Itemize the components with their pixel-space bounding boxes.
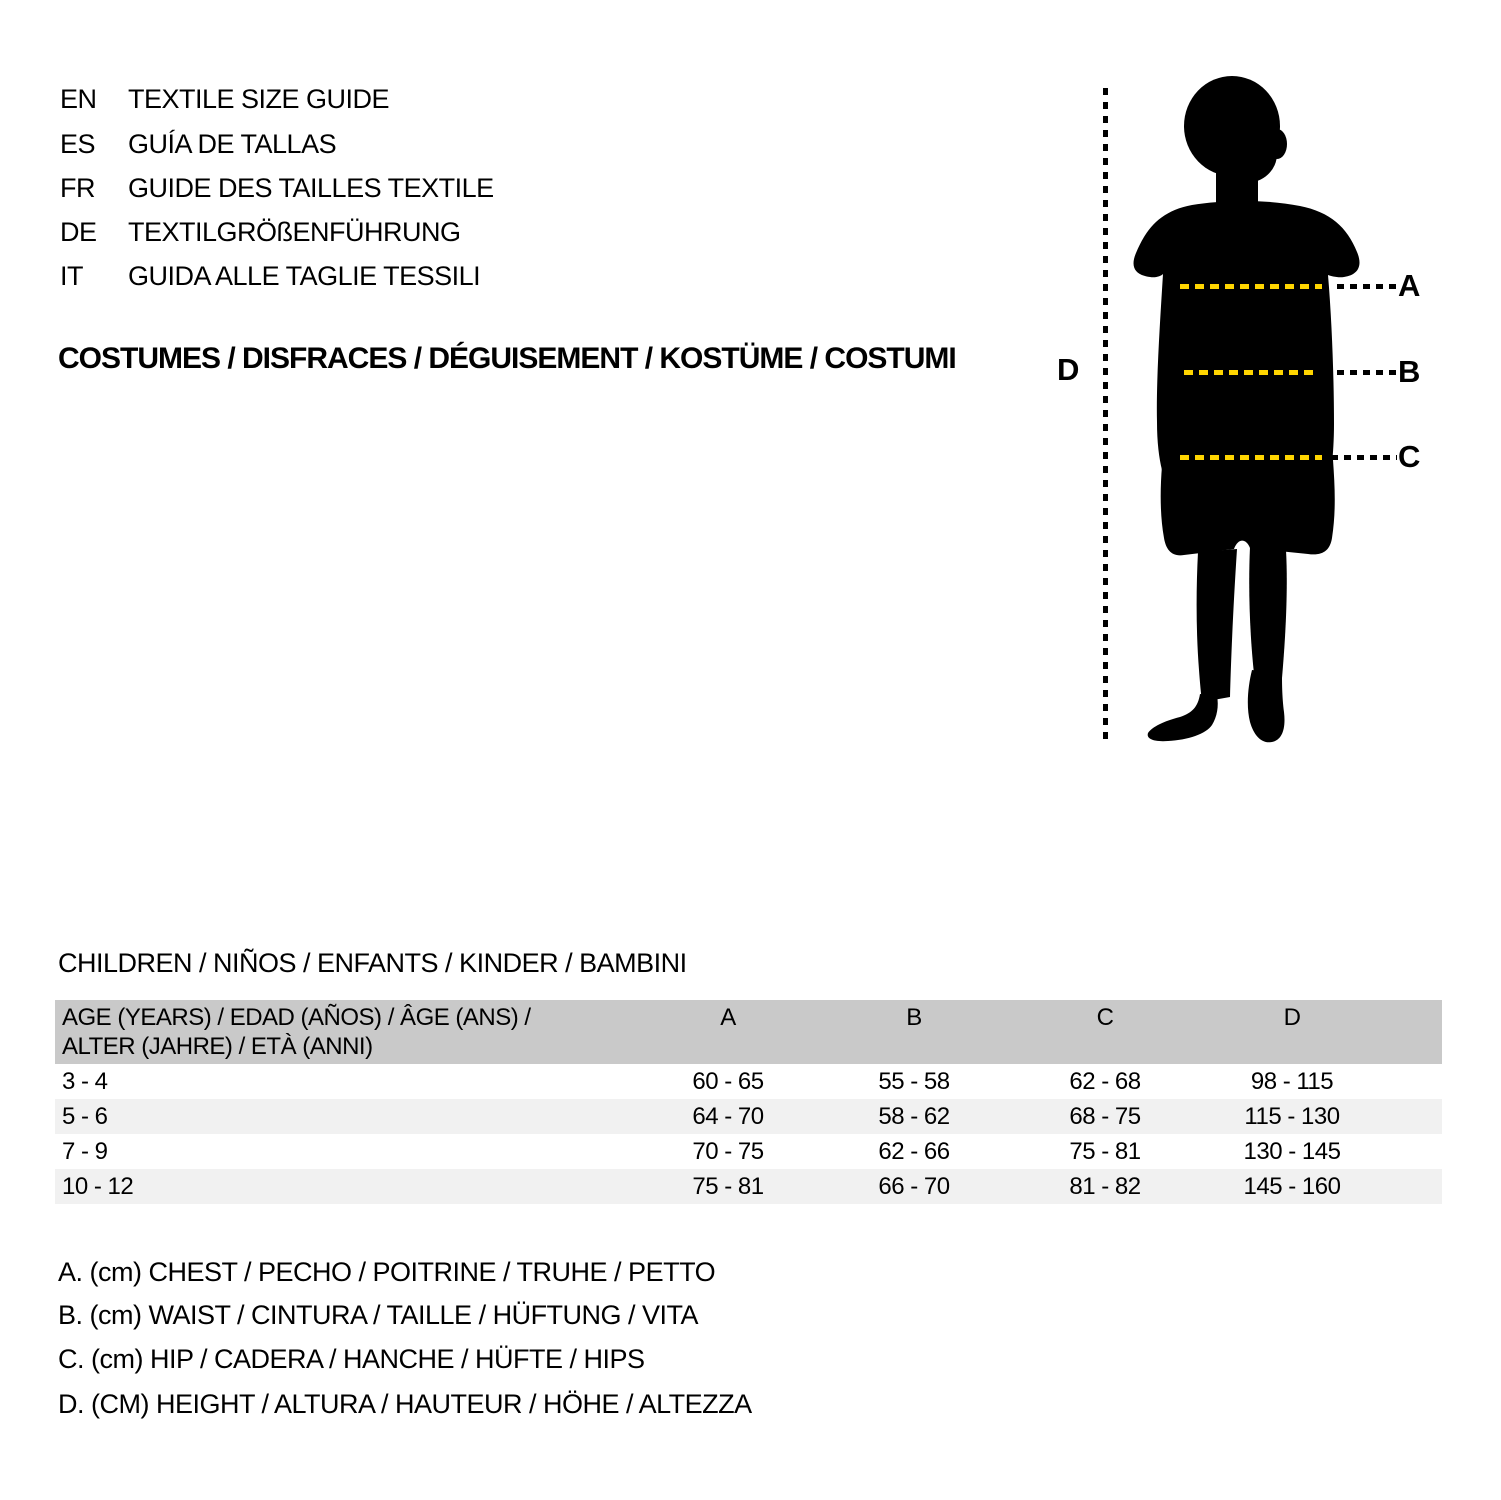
hip-label: C bbox=[1398, 439, 1420, 474]
age-cell: 5 - 6 bbox=[62, 1103, 108, 1130]
age-header-line2: ALTER (JAHRE) / ETÀ (ANNI) bbox=[62, 1033, 373, 1060]
child-silhouette bbox=[1100, 60, 1440, 760]
height-cell: 145 - 160 bbox=[1243, 1173, 1341, 1200]
column-header-b: B bbox=[906, 1004, 922, 1031]
lang-code: FR bbox=[60, 173, 95, 203]
lang-row-en bbox=[60, 82, 389, 116]
table-row bbox=[55, 1169, 1442, 1204]
age-cell: 3 - 4 bbox=[62, 1068, 108, 1095]
age-cell: 7 - 9 bbox=[62, 1138, 108, 1165]
height-cell: 130 - 145 bbox=[1243, 1138, 1341, 1165]
lang-code: ES bbox=[60, 129, 96, 159]
legend-height: D. (CM) HEIGHT / ALTURA / HAUTEUR / HÖHE / ALTEZZA bbox=[58, 1389, 752, 1419]
hip-cell: 75 - 81 bbox=[1069, 1138, 1141, 1165]
column-header-c: C bbox=[1096, 1004, 1114, 1031]
waist-cell: 55 - 58 bbox=[878, 1068, 950, 1095]
lang-code: IT bbox=[60, 261, 83, 291]
age-cell: 10 - 12 bbox=[62, 1173, 134, 1200]
lang-title: TEXTILE SIZE GUIDE bbox=[128, 84, 390, 114]
lang-title: GUÍA DE TALLAS bbox=[128, 129, 337, 159]
waist-cell: 62 - 66 bbox=[878, 1138, 950, 1165]
category-title: COSTUMES / DISFRACES / DÉGUISEMENT / KOSTÜME / COSTUMI bbox=[58, 342, 956, 375]
lang-title: GUIDA ALLE TAGLIE TESSILI bbox=[128, 261, 481, 291]
legend-hip: C. (cm) HIP / CADERA / HANCHE / HÜFTE / HIPS bbox=[58, 1344, 645, 1374]
size-table bbox=[55, 1000, 1442, 1204]
table-row bbox=[55, 1099, 1442, 1134]
chest-cell: 64 - 70 bbox=[692, 1103, 764, 1130]
table-row bbox=[55, 1134, 1442, 1169]
waist-line-leader bbox=[1337, 370, 1397, 375]
height-cell: 98 - 115 bbox=[1250, 1068, 1334, 1095]
height-cell: 115 - 130 bbox=[1244, 1103, 1340, 1130]
section-title: CHILDREN / NIÑOS / ENFANTS / KINDER / BAMBINI bbox=[58, 948, 687, 978]
column-header-a: A bbox=[720, 1004, 736, 1031]
chest-cell: 75 - 81 bbox=[692, 1173, 764, 1200]
hip-cell: 81 - 82 bbox=[1069, 1173, 1141, 1200]
hip-cell: 68 - 75 bbox=[1069, 1103, 1141, 1130]
chest-cell: 70 - 75 bbox=[692, 1138, 764, 1165]
lang-row-fr bbox=[60, 171, 494, 205]
age-header-line1: AGE (YEARS) / EDAD (AÑOS) / ÂGE (ANS) / bbox=[62, 1004, 531, 1031]
waist-label: B bbox=[1398, 354, 1420, 389]
lang-row-de bbox=[60, 215, 461, 249]
lang-title: GUIDE DES TAILLES TEXTILE bbox=[128, 173, 494, 203]
chest-cell: 60 - 65 bbox=[692, 1068, 764, 1095]
waist-cell: 58 - 62 bbox=[878, 1103, 950, 1130]
chest-label: A bbox=[1398, 268, 1420, 303]
table-row bbox=[55, 1064, 1442, 1099]
lang-code: DE bbox=[60, 217, 97, 247]
legend-waist: B. (cm) WAIST / CINTURA / TAILLE / HÜFTUNG / VITA bbox=[58, 1300, 699, 1330]
hip-line-on-body bbox=[1180, 455, 1322, 460]
lang-code: EN bbox=[60, 84, 97, 114]
column-header-d: D bbox=[1283, 1004, 1301, 1031]
chest-line-on-body bbox=[1180, 284, 1322, 289]
lang-row-it bbox=[60, 259, 480, 293]
legend-chest: A. (cm) CHEST / PECHO / POITRINE / TRUHE / PETTO bbox=[58, 1257, 716, 1287]
hip-line-leader bbox=[1331, 455, 1397, 460]
waist-line-on-body bbox=[1184, 370, 1316, 375]
age-column-header bbox=[62, 1003, 531, 1061]
height-label: D bbox=[1057, 352, 1079, 387]
table-header bbox=[55, 1000, 1442, 1064]
hip-cell: 62 - 68 bbox=[1069, 1068, 1141, 1095]
chest-line-leader bbox=[1337, 284, 1397, 289]
lang-row-es bbox=[60, 127, 336, 161]
waist-cell: 66 - 70 bbox=[878, 1173, 950, 1200]
lang-title: TEXTILGRÖßENFÜHRUNG bbox=[128, 217, 461, 247]
